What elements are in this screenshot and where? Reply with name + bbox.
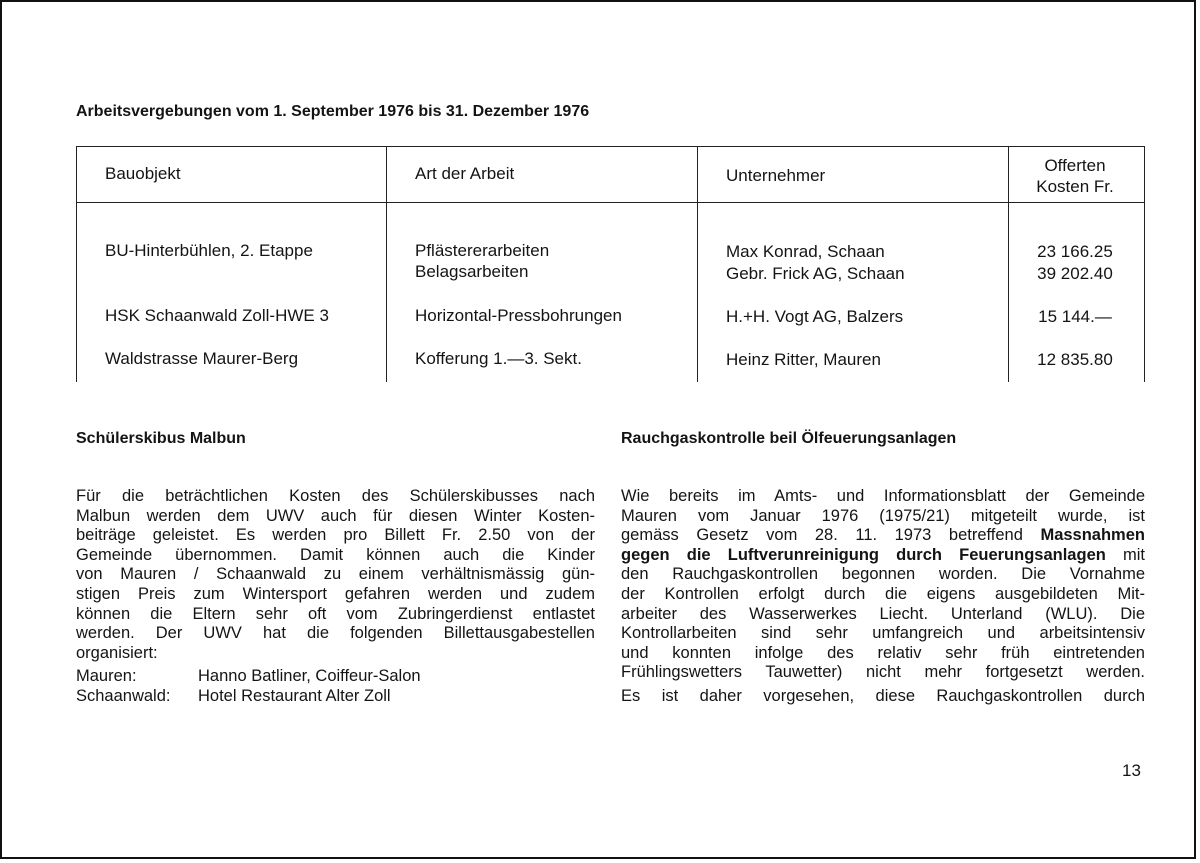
header-kosten-line1: Offerten xyxy=(1044,156,1106,175)
table-top-rule xyxy=(76,146,1145,147)
paragraph-line: stigen Preis zum Wintersport gefahren werden und zudem xyxy=(76,584,595,603)
table-cell-unternehmer: Heinz Ritter, Mauren xyxy=(726,350,881,369)
bold-phrase: gegen die Luftverunreinigung durch Feuerungsanlagen xyxy=(621,545,1106,564)
paragraph-line: Mauren vom Januar 1976 (1975/21) mitgeteilt wurde, ist xyxy=(621,506,1145,525)
paragraph-line: der Kontrollen erfolgt durch die eigens ausgebildeten Mit- xyxy=(621,584,1145,603)
ticket-office-place: Schaanwald: xyxy=(76,686,171,705)
paragraph-line: Frühlingswetters Tauwetter) nicht mehr fortgesetzt werden. xyxy=(621,663,1145,682)
paragraph-line xyxy=(621,546,1145,566)
table-cell-kosten: 15 144.— xyxy=(1038,307,1112,326)
paragraph-line: organisiert: xyxy=(76,643,158,662)
paragraph-text: mit xyxy=(1105,545,1145,564)
ticket-office-name: Hotel Restaurant Alter Zoll xyxy=(198,686,391,705)
paragraph-line: Wie bereits im Amts- und Informationsblatt der Gemeinde xyxy=(621,487,1145,505)
left-article-title: Schülerskibus Malbun xyxy=(76,430,246,447)
paragraph-line: und konnten infolge des relativ sehr früh eintretenden xyxy=(621,643,1145,662)
table-col-rule xyxy=(76,146,77,382)
table-col-rule xyxy=(1008,146,1009,382)
left-article-body xyxy=(76,487,595,707)
header-kosten-line2: Kosten Fr. xyxy=(1036,177,1114,196)
ticket-office-row xyxy=(76,687,595,707)
paragraph-line: Kontrollarbeiten sind sehr umfangreich und arbeitsintensiv xyxy=(621,624,1145,643)
right-article-title: Rauchgaskontrolle beil Ölfeuerungsanlagen xyxy=(621,430,957,447)
header-art: Art der Arbeit xyxy=(415,164,515,183)
right-article-body xyxy=(621,487,1145,707)
table-cell-kosten: 12 835.80 xyxy=(1037,350,1113,369)
table-cell-unternehmer: Max Konrad, Schaan xyxy=(726,242,885,261)
table-cell-kosten: 23 166.25 xyxy=(1037,242,1113,261)
paragraph-line: von Mauren / Schaanwald zu einem verhältnismässig gün- xyxy=(76,565,595,584)
table-col-rule xyxy=(1144,146,1145,382)
page-number: 13 xyxy=(1122,761,1141,780)
paragraph-line: den Rauchgaskontrollen begonnen worden. Die Vornahme xyxy=(621,565,1145,584)
table-cell-kosten: 39 202.40 xyxy=(1037,264,1113,283)
table-cell-bauobjekt: BU-Hinterbühlen, 2. Etappe xyxy=(105,241,313,260)
paragraph-line: Für die beträchtlichen Kosten des Schülerskibusses nach xyxy=(76,487,595,505)
table-cell-art: Kofferung 1.—3. Sekt. xyxy=(415,349,582,368)
table-cell-art: Horizontal-Pressbohrungen xyxy=(415,306,622,325)
header-bauobjekt: Bauobjekt xyxy=(105,164,181,183)
paragraph-line: beiträge geleistet. Es werden pro Billett Fr. 2.50 von der xyxy=(76,526,595,545)
paragraph-line: arbeiter des Wasserwerkes Liecht. Unterland (WLU). Die xyxy=(621,604,1145,623)
table-col-rule xyxy=(386,146,387,382)
table-cell-unternehmer: Gebr. Frick AG, Schaan xyxy=(726,264,905,283)
paragraph-line: Malbun werden dem UWV auch für diesen Winter Kosten- xyxy=(76,506,595,525)
bold-phrase: Massnahmen xyxy=(1040,526,1145,545)
paragraph-line: Es ist daher vorgesehen, diese Rauchgaskontrollen durch xyxy=(621,686,1145,705)
table-cell-bauobjekt: HSK Schaanwald Zoll-HWE 3 xyxy=(105,306,329,325)
table-cell-art: Belagsarbeiten xyxy=(415,262,529,281)
paragraph-line: können die Eltern sehr oft vom Zubringerdienst entlastet xyxy=(76,604,595,623)
ticket-office-row xyxy=(76,667,595,687)
header-unternehmer: Unternehmer xyxy=(726,166,826,185)
paragraph-text: gemäss Gesetz vom 28. 11. 1973 betreffend xyxy=(621,526,1041,545)
paragraph-line xyxy=(621,526,1145,546)
ticket-office-name: Hanno Batliner, Coiffeur-Salon xyxy=(198,667,421,686)
paragraph-line: werden. Der UWV hat die folgenden Billettausgabestellen xyxy=(76,624,595,643)
table-cell-art: Pflästererarbeiten xyxy=(415,241,550,260)
table-title: Arbeitsvergebungen vom 1. September 1976 bis 31. Dezember 1976 xyxy=(76,103,590,120)
paragraph-line: Gemeinde übernommen. Damit können auch die Kinder xyxy=(76,545,595,564)
table-header-rule xyxy=(76,202,1145,203)
table-cell-unternehmer: H.+H. Vogt AG, Balzers xyxy=(726,307,904,326)
work-contracts-table xyxy=(76,146,1145,382)
table-col-rule xyxy=(697,146,698,382)
ticket-office-place: Mauren: xyxy=(76,667,137,686)
table-cell-bauobjekt: Waldstrasse Maurer-Berg xyxy=(105,349,299,368)
